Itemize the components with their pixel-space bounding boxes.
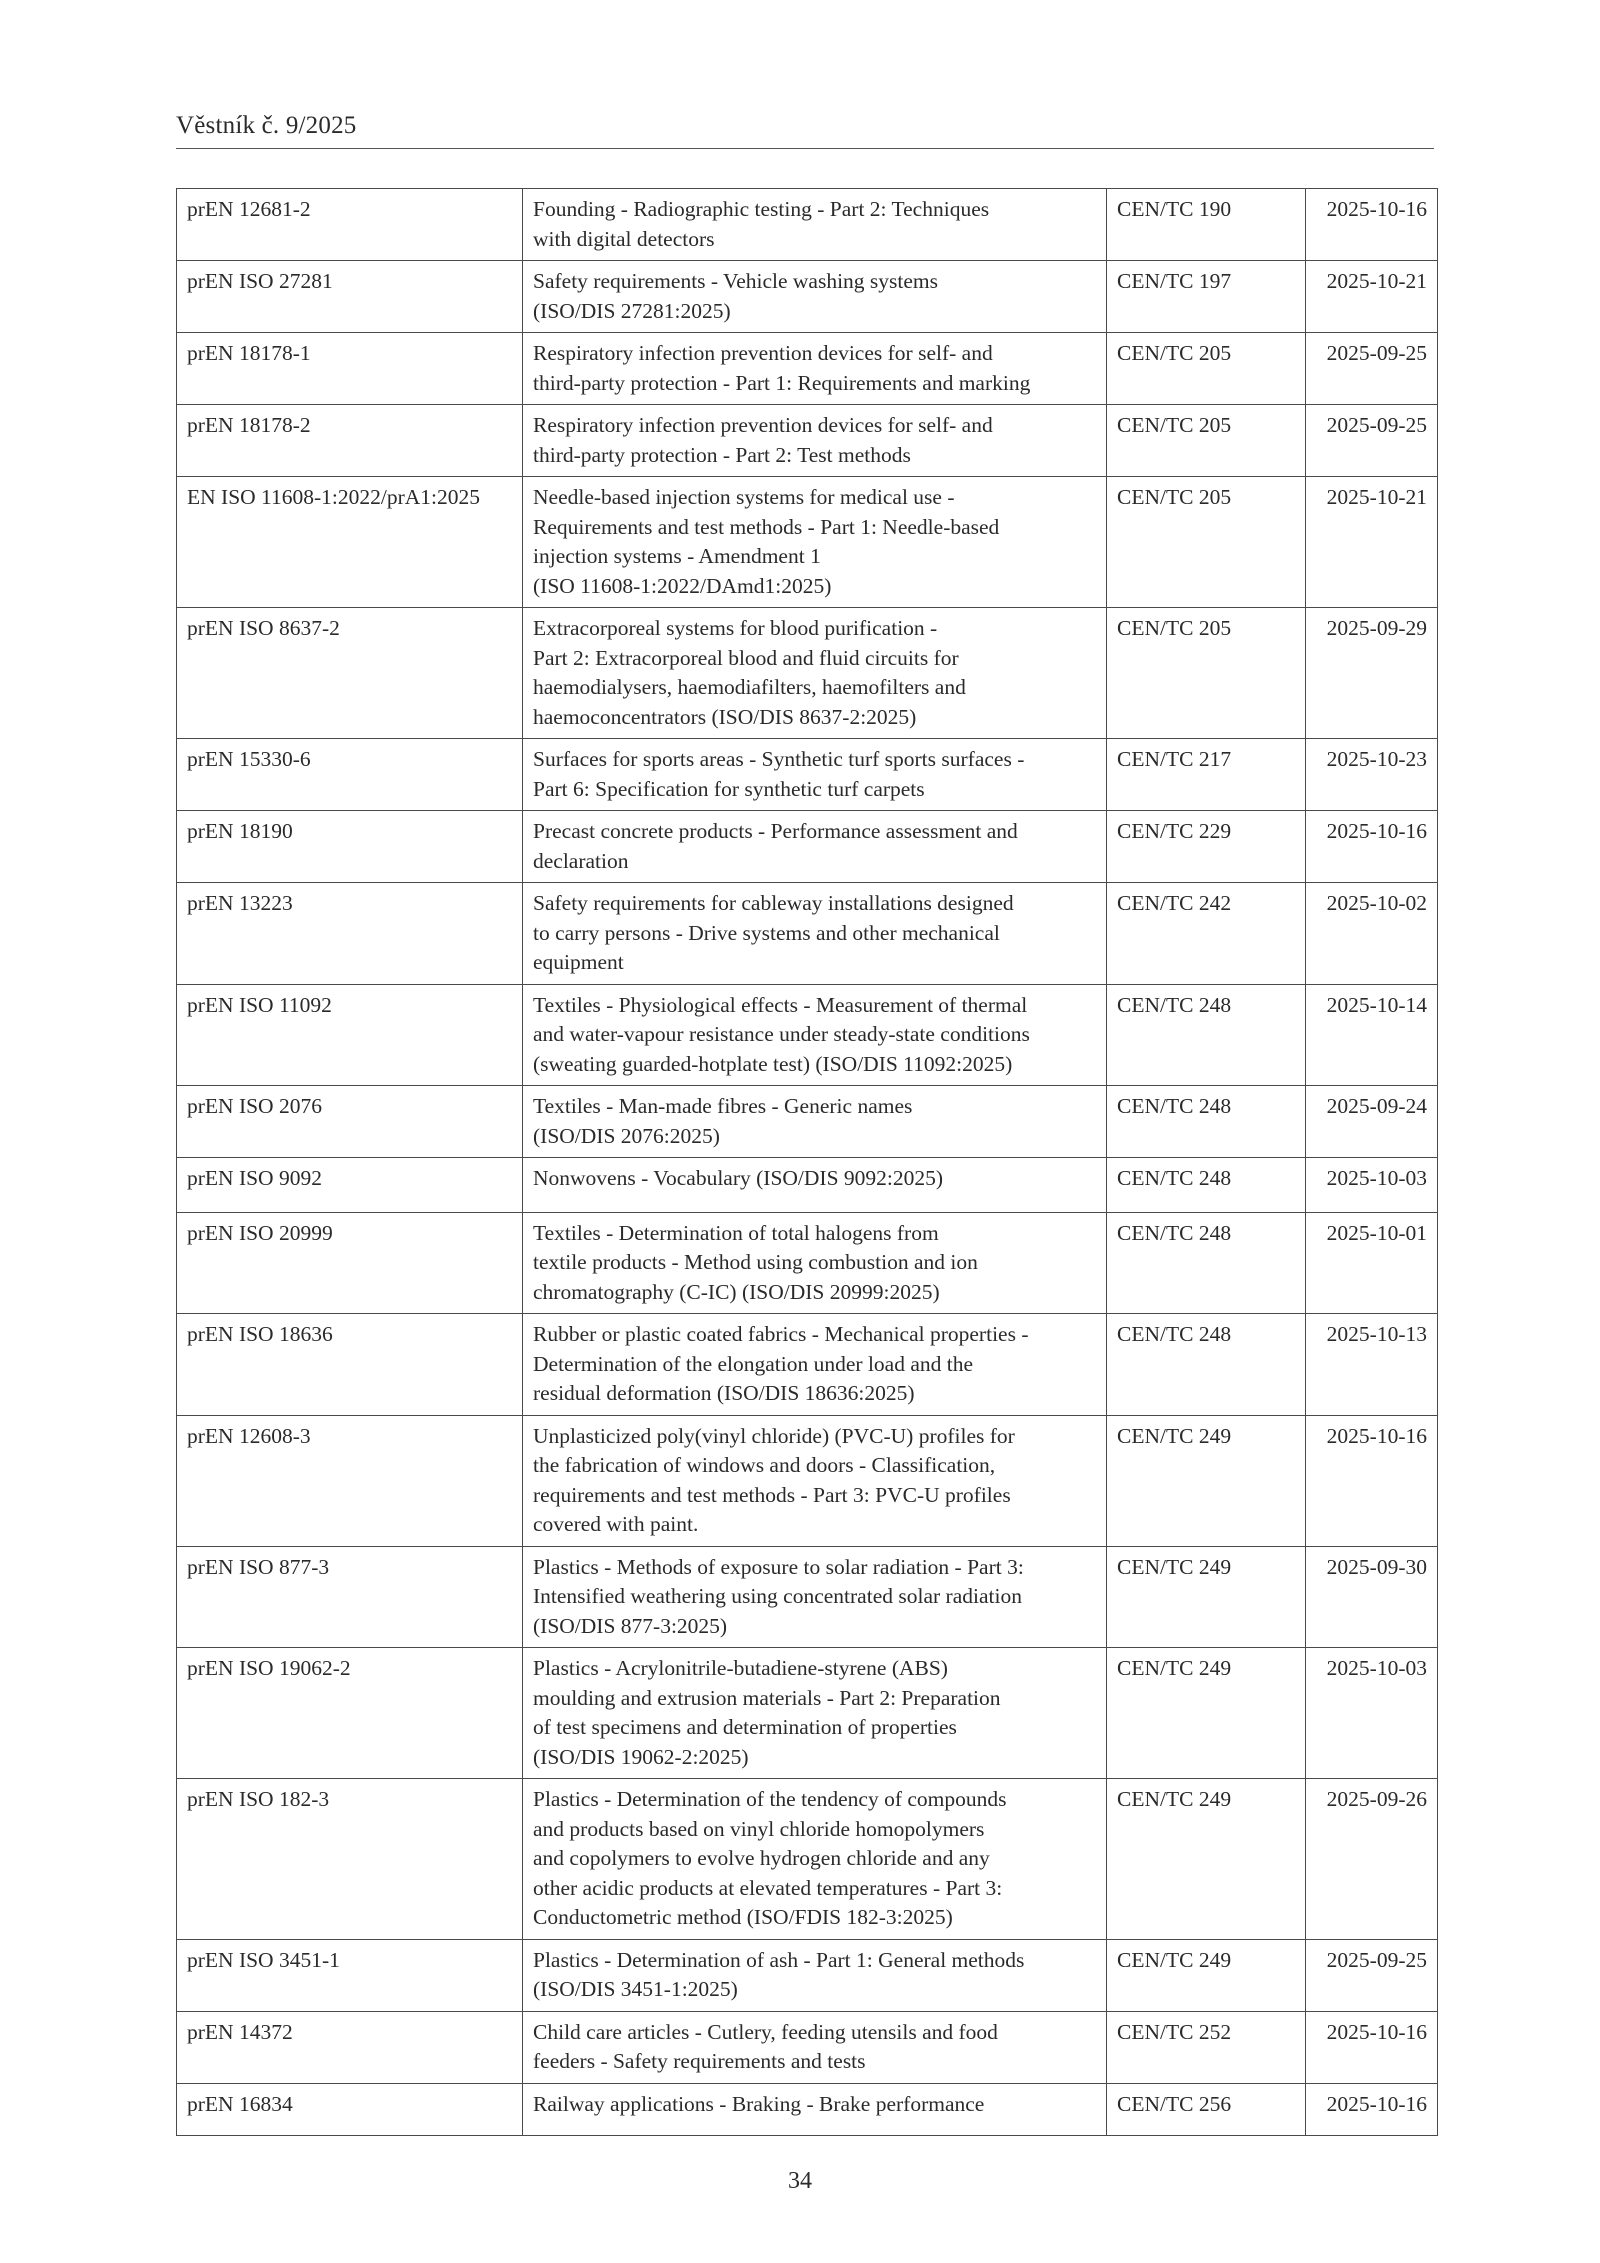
- deadline-date-cell: 2025-10-13: [1306, 1314, 1438, 1416]
- committee-cell: CEN/TC 190: [1107, 189, 1306, 261]
- standard-title-cell: Founding - Radiographic testing - Part 2: Techniques with digital detectors: [523, 189, 1107, 261]
- table-row: [177, 739, 1438, 811]
- committee-cell: CEN/TC 248: [1107, 1212, 1306, 1314]
- standard-title-cell: Textiles - Determination of total halogens from textile products - Method using combustion and ion chromatography (C-IC) (ISO/DIS 20999:2025): [523, 1212, 1107, 1314]
- committee-cell: CEN/TC 249: [1107, 1779, 1306, 1940]
- table-row: [177, 2011, 1438, 2083]
- committee-cell: CEN/TC 256: [1107, 2083, 1306, 2136]
- deadline-date-cell: 2025-09-25: [1306, 333, 1438, 405]
- standard-title-cell: Rubber or plastic coated fabrics - Mechanical properties - Determination of the elongation under load and the residual deformation (ISO/DIS 18636:2025): [523, 1314, 1107, 1416]
- standard-title-cell: Textiles - Man-made fibres - Generic names (ISO/DIS 2076:2025): [523, 1086, 1107, 1158]
- deadline-date-cell: 2025-10-16: [1306, 2083, 1438, 2136]
- deadline-date-cell: 2025-09-25: [1306, 405, 1438, 477]
- committee-cell: CEN/TC 248: [1107, 984, 1306, 1086]
- standard-code-cell: prEN 18190: [177, 811, 523, 883]
- deadline-date-cell: 2025-10-16: [1306, 2011, 1438, 2083]
- standard-code-cell: prEN 13223: [177, 883, 523, 985]
- standard-code-cell: prEN ISO 3451-1: [177, 1939, 523, 2011]
- standard-code-cell: prEN 18178-1: [177, 333, 523, 405]
- table-row: [177, 477, 1438, 608]
- deadline-date-cell: 2025-10-01: [1306, 1212, 1438, 1314]
- standard-code-cell: prEN ISO 8637-2: [177, 608, 523, 739]
- standard-code-cell: prEN ISO 18636: [177, 1314, 523, 1416]
- table-row: [177, 1314, 1438, 1416]
- standard-code-cell: prEN ISO 11092: [177, 984, 523, 1086]
- committee-cell: CEN/TC 229: [1107, 811, 1306, 883]
- deadline-date-cell: 2025-10-16: [1306, 189, 1438, 261]
- deadline-date-cell: 2025-10-16: [1306, 1415, 1438, 1546]
- deadline-date-cell: 2025-10-23: [1306, 739, 1438, 811]
- committee-cell: CEN/TC 249: [1107, 1415, 1306, 1546]
- standard-title-cell: Respiratory infection prevention devices for self- and third-party protection - Part 1: Requirements and marking: [523, 333, 1107, 405]
- committee-cell: CEN/TC 205: [1107, 608, 1306, 739]
- deadline-date-cell: 2025-10-21: [1306, 477, 1438, 608]
- table-row: [177, 984, 1438, 1086]
- committee-cell: CEN/TC 248: [1107, 1086, 1306, 1158]
- table-row: [177, 189, 1438, 261]
- table-row: [177, 1779, 1438, 1940]
- standard-title-cell: Plastics - Determination of the tendency of compounds and products based on vinyl chloride homopolymers and copolymers to evolve hydrogen chloride and any other acidic products at elevated temperatures - Part 3: Conductometric method (ISO/FDIS 182-3:2025): [523, 1779, 1107, 1940]
- table-row: [177, 333, 1438, 405]
- committee-cell: CEN/TC 248: [1107, 1314, 1306, 1416]
- table-row: [177, 811, 1438, 883]
- committee-cell: CEN/TC 205: [1107, 405, 1306, 477]
- standard-code-cell: prEN ISO 9092: [177, 1158, 523, 1213]
- committee-cell: CEN/TC 205: [1107, 477, 1306, 608]
- table-row: [177, 1212, 1438, 1314]
- table-row: [177, 1158, 1438, 1213]
- standard-title-cell: Plastics - Determination of ash - Part 1: General methods (ISO/DIS 3451-1:2025): [523, 1939, 1107, 2011]
- standard-code-cell: prEN 16834: [177, 2083, 523, 2136]
- standard-code-cell: prEN 12608-3: [177, 1415, 523, 1546]
- standard-title-cell: Nonwovens - Vocabulary (ISO/DIS 9092:2025): [523, 1158, 1107, 1213]
- deadline-date-cell: 2025-10-03: [1306, 1648, 1438, 1779]
- table-row: [177, 883, 1438, 985]
- deadline-date-cell: 2025-10-03: [1306, 1158, 1438, 1213]
- standard-code-cell: prEN ISO 877-3: [177, 1546, 523, 1648]
- standards-table: [176, 188, 1438, 2136]
- deadline-date-cell: 2025-10-02: [1306, 883, 1438, 985]
- committee-cell: CEN/TC 249: [1107, 1546, 1306, 1648]
- table-row: [177, 608, 1438, 739]
- committee-cell: CEN/TC 217: [1107, 739, 1306, 811]
- standard-code-cell: prEN 18178-2: [177, 405, 523, 477]
- standard-title-cell: Respiratory infection prevention devices for self- and third-party protection - Part 2: Test methods: [523, 405, 1107, 477]
- standard-title-cell: Plastics - Methods of exposure to solar radiation - Part 3: Intensified weathering using concentrated solar radiation (ISO/DIS 877-3:2025): [523, 1546, 1107, 1648]
- standard-code-cell: prEN ISO 182-3: [177, 1779, 523, 1940]
- standard-title-cell: Surfaces for sports areas - Synthetic turf sports surfaces - Part 6: Specification for synthetic turf carpets: [523, 739, 1107, 811]
- deadline-date-cell: 2025-09-24: [1306, 1086, 1438, 1158]
- standard-title-cell: Extracorporeal systems for blood purification - Part 2: Extracorporeal blood and fluid circuits for haemodialysers, haemodiafilters, haemofilters and haemoconcentrators (ISO/DIS 8637-2:2025): [523, 608, 1107, 739]
- standard-title-cell: Safety requirements - Vehicle washing systems (ISO/DIS 27281:2025): [523, 261, 1107, 333]
- standard-code-cell: prEN 15330-6: [177, 739, 523, 811]
- standard-code-cell: prEN ISO 2076: [177, 1086, 523, 1158]
- table-row: [177, 1086, 1438, 1158]
- page-number: 34: [788, 2168, 812, 2194]
- table-row: [177, 261, 1438, 333]
- standard-title-cell: Needle-based injection systems for medical use - Requirements and test methods - Part 1: Needle-based injection systems - Amendment 1 (ISO 11608-1:2022/DAmd1:2025): [523, 477, 1107, 608]
- committee-cell: CEN/TC 197: [1107, 261, 1306, 333]
- bulletin-title: Věstník č. 9/2025: [176, 112, 357, 139]
- committee-cell: CEN/TC 205: [1107, 333, 1306, 405]
- standard-title-cell: Railway applications - Braking - Brake performance: [523, 2083, 1107, 2136]
- committee-cell: CEN/TC 252: [1107, 2011, 1306, 2083]
- deadline-date-cell: 2025-10-14: [1306, 984, 1438, 1086]
- standard-title-cell: Precast concrete products - Performance assessment and declaration: [523, 811, 1107, 883]
- table-row: [177, 1939, 1438, 2011]
- deadline-date-cell: 2025-09-30: [1306, 1546, 1438, 1648]
- standard-title-cell: Unplasticized poly(vinyl chloride) (PVC-U) profiles for the fabrication of windows and doors - Classification, requirements and test methods - Part 3: PVC-U profiles covered with paint.: [523, 1415, 1107, 1546]
- standard-code-cell: prEN ISO 27281: [177, 261, 523, 333]
- standard-code-cell: prEN ISO 19062-2: [177, 1648, 523, 1779]
- deadline-date-cell: 2025-09-26: [1306, 1779, 1438, 1940]
- table-row: [177, 1648, 1438, 1779]
- standards-table-body: [177, 189, 1438, 2136]
- standard-title-cell: Plastics - Acrylonitrile-butadiene-styrene (ABS) moulding and extrusion materials - Part 2: Preparation of test specimens and determination of properties (ISO/DIS 19062-2:2025): [523, 1648, 1107, 1779]
- deadline-date-cell: 2025-10-16: [1306, 811, 1438, 883]
- committee-cell: CEN/TC 242: [1107, 883, 1306, 985]
- standard-code-cell: prEN ISO 20999: [177, 1212, 523, 1314]
- standard-title-cell: Safety requirements for cableway installations designed to carry persons - Drive systems and other mechanical equipment: [523, 883, 1107, 985]
- committee-cell: CEN/TC 249: [1107, 1939, 1306, 2011]
- standard-code-cell: EN ISO 11608-1:2022/prA1:2025: [177, 477, 523, 608]
- table-row: [177, 2083, 1438, 2136]
- standard-code-cell: prEN 14372: [177, 2011, 523, 2083]
- deadline-date-cell: 2025-10-21: [1306, 261, 1438, 333]
- standard-code-cell: prEN 12681-2: [177, 189, 523, 261]
- deadline-date-cell: 2025-09-25: [1306, 1939, 1438, 2011]
- standard-title-cell: Textiles - Physiological effects - Measurement of thermal and water-vapour resistance under steady-state conditions (sweating guarded-hotplate test) (ISO/DIS 11092:2025): [523, 984, 1107, 1086]
- page-header: [176, 110, 1434, 149]
- table-row: [177, 1415, 1438, 1546]
- committee-cell: CEN/TC 248: [1107, 1158, 1306, 1213]
- deadline-date-cell: 2025-09-29: [1306, 608, 1438, 739]
- standard-title-cell: Child care articles - Cutlery, feeding utensils and food feeders - Safety requirements and tests: [523, 2011, 1107, 2083]
- committee-cell: CEN/TC 249: [1107, 1648, 1306, 1779]
- table-row: [177, 1546, 1438, 1648]
- table-row: [177, 405, 1438, 477]
